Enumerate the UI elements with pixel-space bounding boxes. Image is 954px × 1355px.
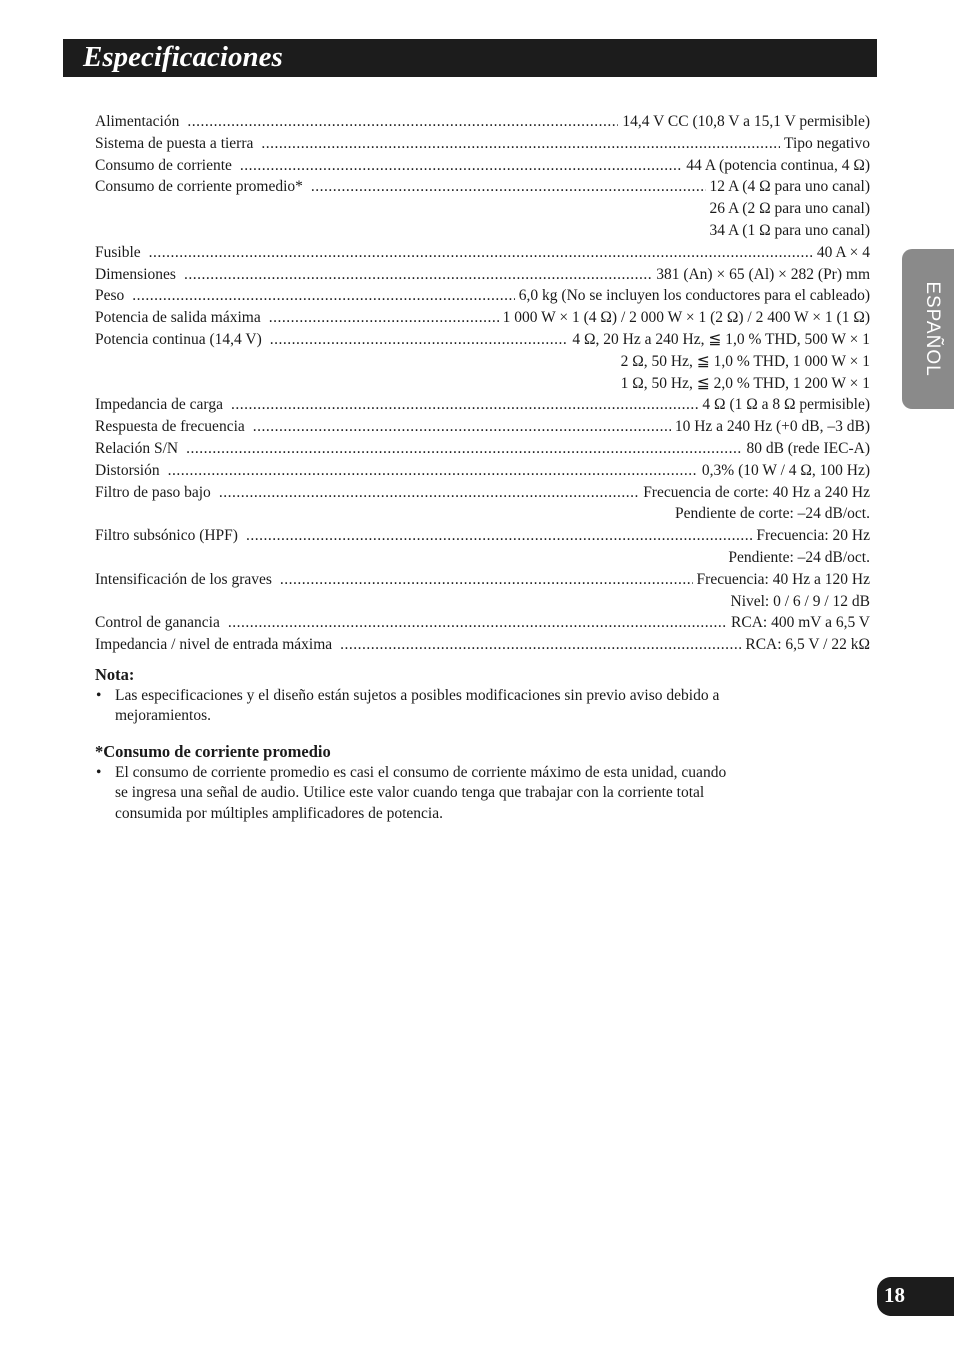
spec-row <box>95 264 870 286</box>
dot-leader <box>168 460 698 482</box>
dot-leader <box>149 242 813 264</box>
spec-value: Frecuencia de corte: 40 Hz a 240 Hz <box>643 483 870 501</box>
spec-label: Relación S/N <box>95 439 179 457</box>
dot-leader <box>261 133 780 155</box>
spec-row-continuation <box>95 220 870 242</box>
spec-value: 80 dB (rede IEC-A) <box>746 439 870 457</box>
spec-value: 44 A (potencia continua, 4 Ω) <box>686 156 870 174</box>
dot-leader <box>270 329 569 351</box>
spec-label: Impedancia de carga <box>95 396 223 414</box>
spec-value: RCA: 400 mV a 6,5 V <box>731 614 870 632</box>
dot-leader <box>311 176 706 198</box>
dot-leader <box>187 111 618 133</box>
spec-label: Dimensiones <box>95 265 176 283</box>
spec-label: Control de ganancia <box>95 614 220 632</box>
spec-value: Frecuencia: 20 Hz <box>756 527 870 545</box>
spec-value: 40 A × 4 <box>816 243 870 261</box>
spec-label: Distorsión <box>95 461 160 479</box>
dot-leader <box>231 394 698 416</box>
spec-row <box>95 394 870 416</box>
dot-leader <box>132 285 514 307</box>
spec-row <box>95 460 870 482</box>
dot-leader <box>228 612 727 634</box>
spec-row <box>95 569 870 591</box>
note-heading: Nota: <box>95 665 135 684</box>
spec-row <box>95 634 870 656</box>
page-number: 18 <box>884 1283 905 1307</box>
dot-leader <box>186 438 742 460</box>
dot-leader <box>184 264 652 286</box>
spec-value: 2 Ω, 50 Hz, ≦ 1,0 % THD, 1 000 W × 1 <box>620 352 870 370</box>
spec-row <box>95 525 870 547</box>
spec-value: 1 000 W × 1 (4 Ω) / 2 000 W × 1 (2 Ω) / 2 400 W × 1 (1 Ω) <box>502 309 870 327</box>
page-title: Especificaciones <box>83 41 283 73</box>
spec-label: Potencia continua (14,4 V) <box>95 330 262 348</box>
dot-leader <box>280 569 693 591</box>
spec-row <box>95 242 870 264</box>
spec-label: Filtro subsónico (HPF) <box>95 527 238 545</box>
current-consumption-heading: *Consumo de corriente promedio <box>95 742 331 761</box>
spec-row-continuation <box>95 503 870 525</box>
spec-value: 26 A (2 Ω para uno canal) <box>709 200 870 218</box>
spec-value: Frecuencia: 40 Hz a 120 Hz <box>696 570 870 588</box>
spec-row <box>95 155 870 177</box>
spec-row <box>95 416 870 438</box>
spec-value: RCA: 6,5 V / 22 kΩ <box>745 636 870 654</box>
specifications-list <box>95 111 870 656</box>
current-consumption-note <box>95 742 735 824</box>
spec-row <box>95 482 870 504</box>
spec-value: 12 A (4 Ω para uno canal) <box>709 178 870 196</box>
spec-row <box>95 176 870 198</box>
spec-row-continuation <box>95 198 870 220</box>
spec-label: Peso <box>95 287 125 305</box>
spec-row <box>95 133 870 155</box>
spec-value: 34 A (1 Ω para uno canal) <box>709 221 870 239</box>
spec-label: Potencia de salida máxima <box>95 309 261 327</box>
current-consumption-item: • El consumo de corriente promedio es casi el consumo de corriente máximo de esta unidad, cuando se ingresa una señal de audio. Utilice este valor cuando tenga que trabajar con la corriente total consumida por múltiples amplificadores de potencia. <box>95 763 735 825</box>
dot-leader <box>253 416 671 438</box>
spec-value: Pendiente de corte: –24 dB/oct. <box>675 505 870 523</box>
spec-label: Impedancia / nivel de entrada máxima <box>95 636 333 654</box>
dot-leader <box>246 525 752 547</box>
note-item: • Las especificaciones y el diseño están sujetos a posibles modificaciones sin previo aviso debido a mejoramientos. <box>95 686 735 727</box>
spec-label: Fusible <box>95 243 141 261</box>
title-bar <box>63 39 877 77</box>
spec-value: 4 Ω, 20 Hz a 240 Hz, ≦ 1,0 % THD, 500 W × 1 <box>572 330 870 348</box>
spec-row-continuation <box>95 351 870 373</box>
spec-label: Intensificación de los graves <box>95 570 272 588</box>
dot-leader <box>269 307 499 329</box>
page-number-tab <box>877 1277 954 1316</box>
spec-label: Filtro de paso bajo <box>95 483 211 501</box>
spec-row <box>95 438 870 460</box>
spec-value: Tipo negativo <box>784 134 870 152</box>
spec-value: Nivel: 0 / 6 / 9 / 12 dB <box>730 592 870 610</box>
dot-leader <box>240 155 682 177</box>
spec-row <box>95 111 870 133</box>
spec-value: 381 (An) × 65 (Al) × 282 (Pr) mm <box>656 265 870 283</box>
dot-leader <box>340 634 741 656</box>
spec-value: 4 Ω (1 Ω a 8 Ω permisible) <box>702 396 870 414</box>
note-section <box>95 665 735 727</box>
spec-label: Alimentación <box>95 113 180 130</box>
spec-label: Respuesta de frecuencia <box>95 418 245 436</box>
spec-label: Sistema de puesta a tierra <box>95 134 254 152</box>
spec-row-continuation <box>95 547 870 569</box>
spec-row <box>95 285 870 307</box>
language-tab <box>902 249 954 409</box>
dot-leader <box>219 482 639 504</box>
spec-value: 14,4 V CC (10,8 V a 15,1 V permisible) <box>622 113 870 130</box>
spec-label: Consumo de corriente <box>95 156 232 174</box>
spec-row-continuation <box>95 373 870 395</box>
spec-value: 0,3% (10 W / 4 Ω, 100 Hz) <box>701 461 870 479</box>
language-tab-label: ESPAÑOL <box>922 281 943 377</box>
spec-row <box>95 307 870 329</box>
spec-value: Pendiente: –24 dB/oct. <box>728 548 870 566</box>
spec-row <box>95 329 870 351</box>
spec-value: 6,0 kg (No se incluyen los conductores para el cableado) <box>518 287 870 305</box>
spec-label: Consumo de corriente promedio* <box>95 178 303 196</box>
spec-value: 10 Hz a 240 Hz (+0 dB, –3 dB) <box>674 418 870 436</box>
spec-value: 1 Ω, 50 Hz, ≦ 2,0 % THD, 1 200 W × 1 <box>620 374 870 392</box>
spec-row <box>95 612 870 634</box>
current-consumption-list <box>95 763 735 825</box>
note-list <box>95 686 735 727</box>
spec-row-continuation <box>95 591 870 613</box>
